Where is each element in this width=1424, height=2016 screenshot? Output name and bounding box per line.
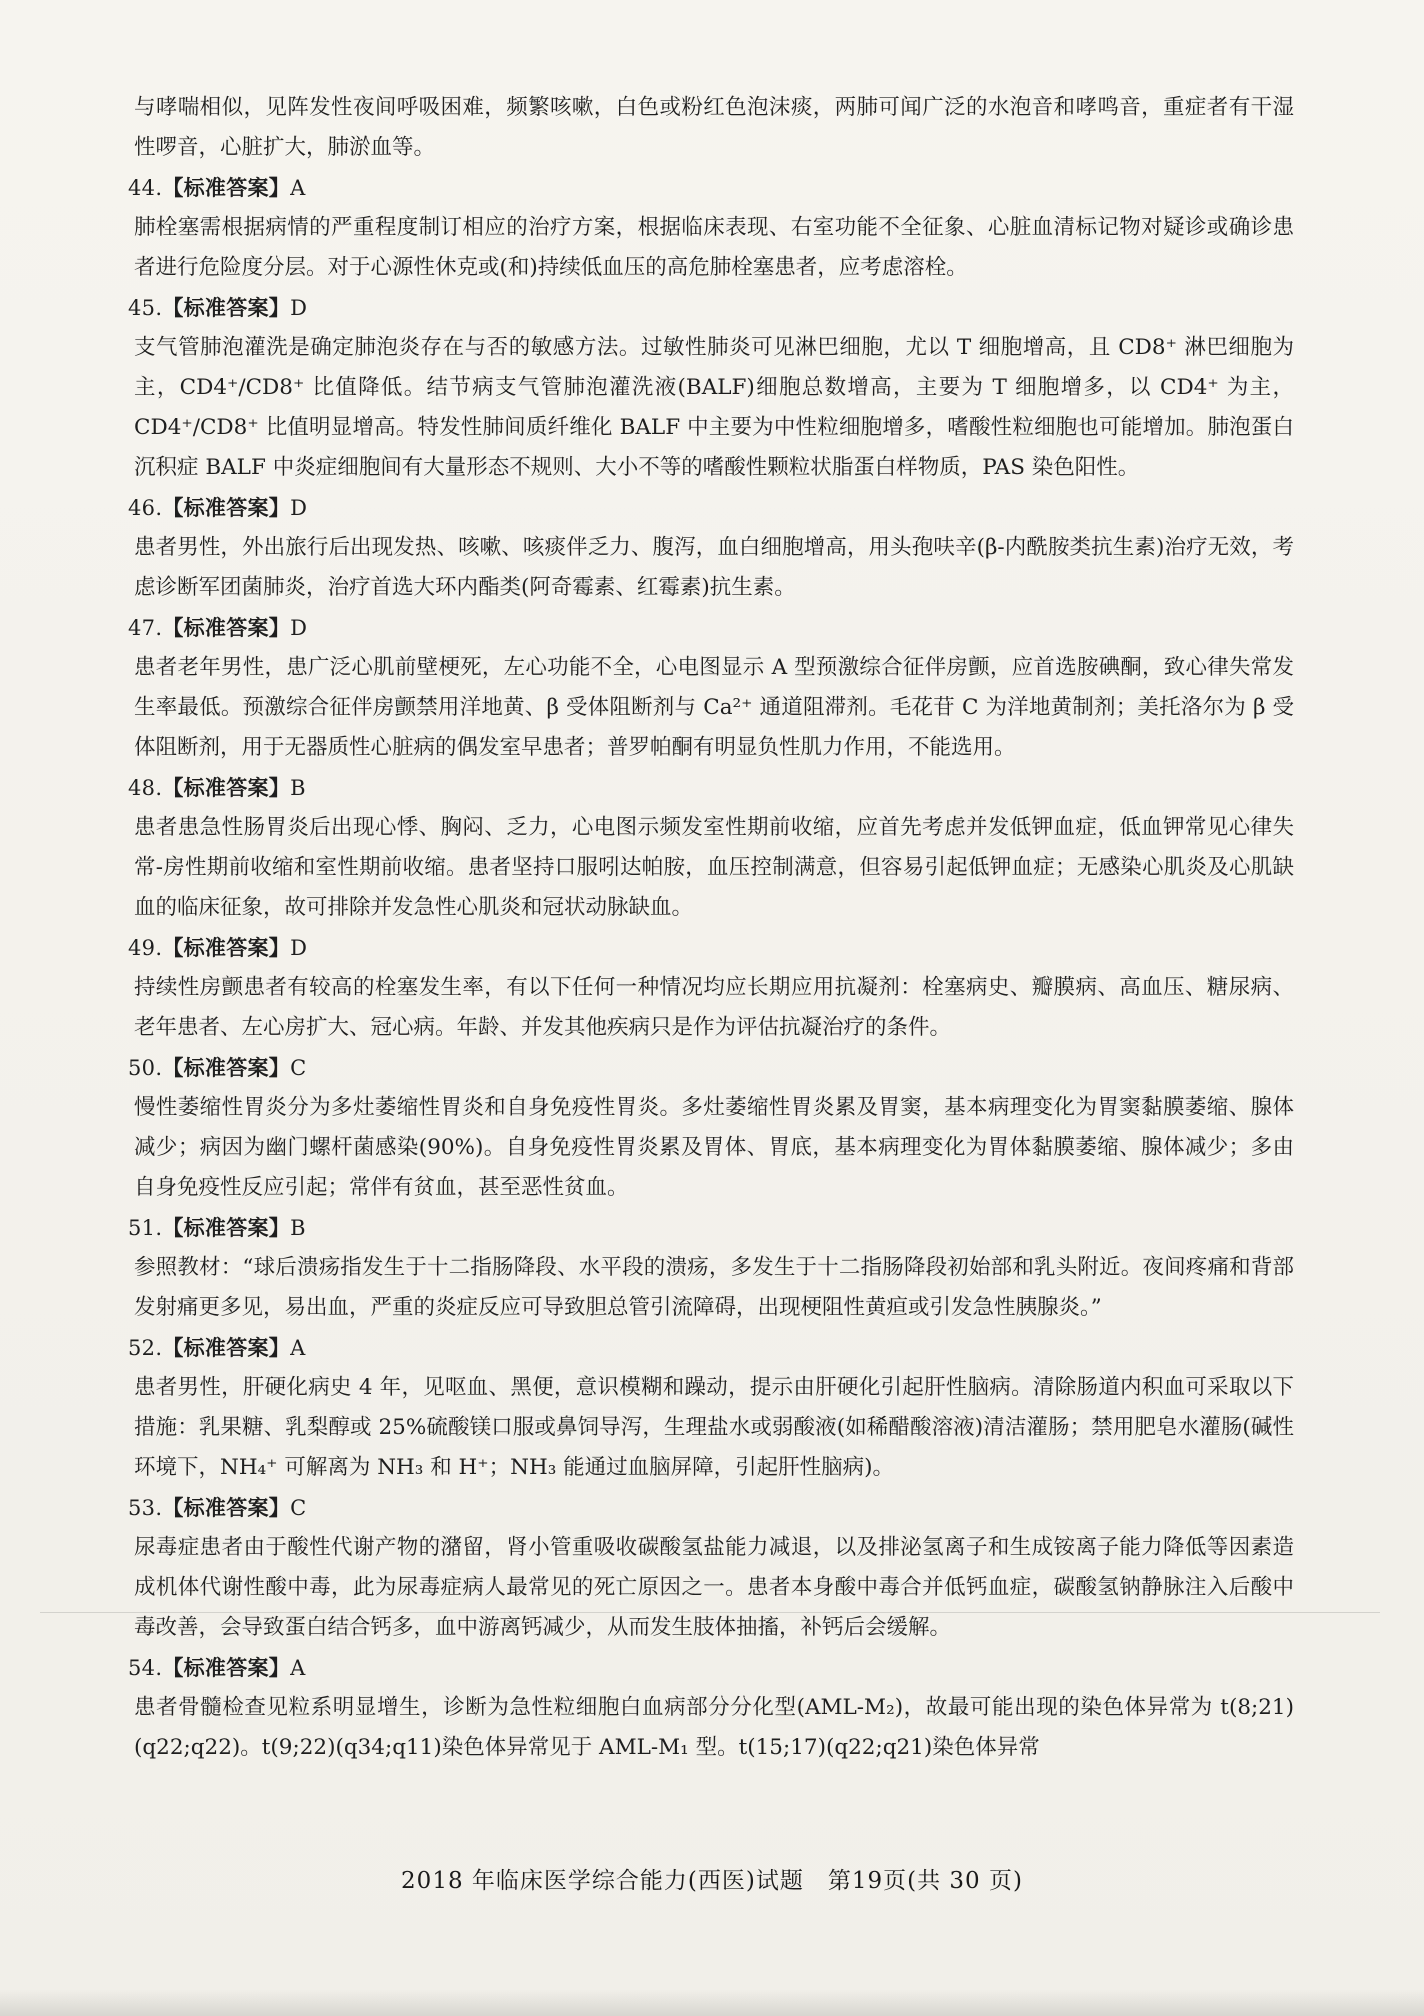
explanation-text: 尿毒症患者由于酸性代谢产物的潴留，肾小管重吸收碳酸氢盐能力减退，以及排泌氢离子和生成铵离子能力降低等因素造成机体代谢性酸中毒，此为尿毒症病人最常见的死亡原因之一。患者本身酸中毒合并低钙血症，碳酸氢钠静脉注入后酸中毒改善，会导致蛋白结合钙多，血中游离钙减少，从而发生肢体抽搐，补钙后会缓解。 xyxy=(134,1535,1294,1640)
explanation-text: 患者老年男性，患广泛心肌前壁梗死，左心功能不全，心电图显示 A 型预激综合征伴房颤，应首选胺碘酮，致心律失常发生率最低。预激综合征伴房颤禁用洋地黄、β 受体阻断剂与 Ca²⁺ 通道阻滞剂。毛花苷 C 为洋地黄制剂；美托洛尔为 β 受体阻断剂，用于无器质性心脏病的偶发室早患者；普罗帕酮有明显负性肌力作用，不能选用。 xyxy=(134,655,1294,760)
answer-tag: 【标准答案】 xyxy=(162,295,291,320)
answer-letter: B xyxy=(290,1216,306,1240)
question-number: 52. xyxy=(128,1336,163,1360)
answer-heading xyxy=(128,1208,1298,1248)
question-number: 48. xyxy=(128,776,163,800)
answer-letter: A xyxy=(290,1336,306,1360)
answer-heading xyxy=(128,928,1298,968)
answer-entry xyxy=(128,768,1298,928)
question-number: 54. xyxy=(128,1656,163,1680)
explanation-text: 肺栓塞需根据病情的严重程度制订相应的治疗方案，根据临床表现、右室功能不全征象、心脏血清标记物对疑诊或确诊患者进行危险度分层。对于心源性休克或(和)持续低血压的高危肺栓塞患者，应考虑溶栓。 xyxy=(134,215,1294,280)
answer-entry xyxy=(128,1048,1298,1208)
answer-entry xyxy=(128,608,1298,768)
answer-entry xyxy=(128,488,1298,608)
question-number: 47. xyxy=(128,616,163,640)
answer-heading xyxy=(128,1488,1298,1528)
answer-letter: D xyxy=(290,296,308,320)
answer-letter: A xyxy=(290,176,306,200)
scan-bottom-edge xyxy=(0,1990,1424,2016)
answer-tag: 【标准答案】 xyxy=(162,1215,291,1240)
answer-tag: 【标准答案】 xyxy=(162,1335,291,1360)
answer-tag: 【标准答案】 xyxy=(162,495,291,520)
question-number: 50. xyxy=(128,1056,163,1080)
answer-tag: 【标准答案】 xyxy=(162,1495,291,1520)
explanation-text: 支气管肺泡灌洗是确定肺泡炎存在与否的敏感方法。过敏性肺炎可见淋巴细胞，尤以 T 细胞增高，且 CD8⁺ 淋巴细胞为主，CD4⁺/CD8⁺ 比值降低。结节病支气管肺泡灌洗液(BALF)细胞总数增高，主要为 T 细胞增多，以 CD4⁺ 为主，CD4⁺/CD8⁺ 比值明显增高。特发性肺间质纤维化 BALF 中主要为中性粒细胞增多，嗜酸性粒细胞也可能增加。肺泡蛋白沉积症 BALF 中炎症细胞间有大量形态不规则、大小不等的嗜酸性颗粒状脂蛋白样物质，PAS 染色阳性。 xyxy=(134,335,1294,480)
answer-letter: D xyxy=(290,496,308,520)
explanation-text: 持续性房颤患者有较高的栓塞发生率，有以下任何一种情况均应长期应用抗凝剂：栓塞病史、瓣膜病、高血压、糖尿病、老年患者、左心房扩大、冠心病。年龄、并发其他疾病只是作为评估抗凝治疗的条件。 xyxy=(134,975,1294,1040)
answer-heading xyxy=(128,768,1298,808)
answer-entry xyxy=(128,288,1298,488)
answer-heading xyxy=(128,168,1298,208)
answer-heading xyxy=(128,488,1298,528)
explanation-text: 患者患急性肠胃炎后出现心悸、胸闷、乏力，心电图示频发室性期前收缩，应首先考虑并发低钾血症，低血钾常见心律失常-房性期前收缩和室性期前收缩。患者坚持口服吲达帕胺，血压控制满意，但容易引起低钾血症；无感染心肌炎及心肌缺血的临床征象，故可排除并发急性心肌炎和冠状动脉缺血。 xyxy=(134,815,1294,920)
explanation-text: 患者骨髓检查见粒系明显增生，诊断为急性粒细胞白血病部分分化型(AML-M₂)，故最可能出现的染色体异常为 t(8;21)(q22;q22)。t(9;22)(q34;q11)染色体异常见于 AML-M₁ 型。t(15;17)(q22;q21)染色体异常 xyxy=(134,1695,1294,1760)
answer-entry xyxy=(128,1488,1298,1648)
explanation-text: 患者男性，外出旅行后出现发热、咳嗽、咳痰伴乏力、腹泻，血白细胞增高，用头孢呋辛(β-内酰胺类抗生素)治疗无效，考虑诊断军团菌肺炎，治疗首选大环内酯类(阿奇霉素、红霉素)抗生素。 xyxy=(134,535,1294,600)
page-footer: 2018 年临床医学综合能力(西医)试题 第19页(共 30 页) xyxy=(401,1868,1023,1894)
answer-heading xyxy=(128,1048,1298,1088)
answer-letter: D xyxy=(290,936,308,960)
question-number: 46. xyxy=(128,496,163,520)
answer-tag: 【标准答案】 xyxy=(162,935,291,960)
question-number: 49. xyxy=(128,936,163,960)
explanation-text: 参照教材：“球后溃疡指发生于十二指肠降段、水平段的溃疡，多发生于十二指肠降段初始部和乳头附近。夜间疼痛和背部发射痛更多见，易出血，严重的炎症反应可导致胆总管引流障碍，出现梗阻性黄疸或引发急性胰腺炎。” xyxy=(134,1255,1294,1320)
answer-letter: C xyxy=(290,1496,307,1520)
question-number: 45. xyxy=(128,296,163,320)
answer-entry xyxy=(128,928,1298,1048)
answer-entry xyxy=(128,88,1298,168)
answer-entry xyxy=(128,168,1298,288)
answer-tag: 【标准答案】 xyxy=(162,1655,291,1680)
explanation-text: 与哮喘相似，见阵发性夜间呼吸困难，频繁咳嗽，白色或粉红色泡沫痰，两肺可闻广泛的水泡音和哮鸣音，重症者有干湿性啰音，心脏扩大，肺淤血等。 xyxy=(134,95,1294,160)
answer-heading xyxy=(128,1328,1298,1368)
answer-letter: D xyxy=(290,616,308,640)
answer-entry xyxy=(128,1328,1298,1488)
question-number: 44. xyxy=(128,176,163,200)
answer-tag: 【标准答案】 xyxy=(162,1055,291,1080)
scan-artifact-line xyxy=(40,1612,1380,1613)
answer-heading xyxy=(128,1648,1298,1688)
answer-tag: 【标准答案】 xyxy=(162,615,291,640)
answer-explanations xyxy=(128,88,1298,1768)
explanation-text: 慢性萎缩性胃炎分为多灶萎缩性胃炎和自身免疫性胃炎。多灶萎缩性胃炎累及胃窦，基本病理变化为胃窦黏膜萎缩、腺体减少；病因为幽门螺杆菌感染(90%)。自身免疫性胃炎累及胃体、胃底，基本病理变化为胃体黏膜萎缩、腺体减少；多由自身免疫性反应引起；常伴有贫血，甚至恶性贫血。 xyxy=(134,1095,1294,1200)
answer-entry xyxy=(128,1208,1298,1328)
question-number: 51. xyxy=(128,1216,163,1240)
answer-tag: 【标准答案】 xyxy=(162,775,291,800)
answer-heading xyxy=(128,288,1298,328)
answer-entry xyxy=(128,1648,1298,1768)
answer-letter: A xyxy=(290,1656,306,1680)
explanation-text: 患者男性，肝硬化病史 4 年，见呕血、黑便，意识模糊和躁动，提示由肝硬化引起肝性脑病。清除肠道内积血可采取以下措施：乳果糖、乳梨醇或 25%硫酸镁口服或鼻饲导泻，生理盐水或弱酸液(如稀醋酸溶液)清洁灌肠；禁用肥皂水灌肠(碱性环境下，NH₄⁺ 可解离为 NH₃ 和 H⁺；NH₃ 能通过血脑屏障，引起肝性脑病)。 xyxy=(134,1375,1294,1480)
answer-letter: C xyxy=(290,1056,307,1080)
question-number: 53. xyxy=(128,1496,163,1520)
answer-tag: 【标准答案】 xyxy=(162,175,291,200)
answer-letter: B xyxy=(290,776,306,800)
answer-heading xyxy=(128,608,1298,648)
